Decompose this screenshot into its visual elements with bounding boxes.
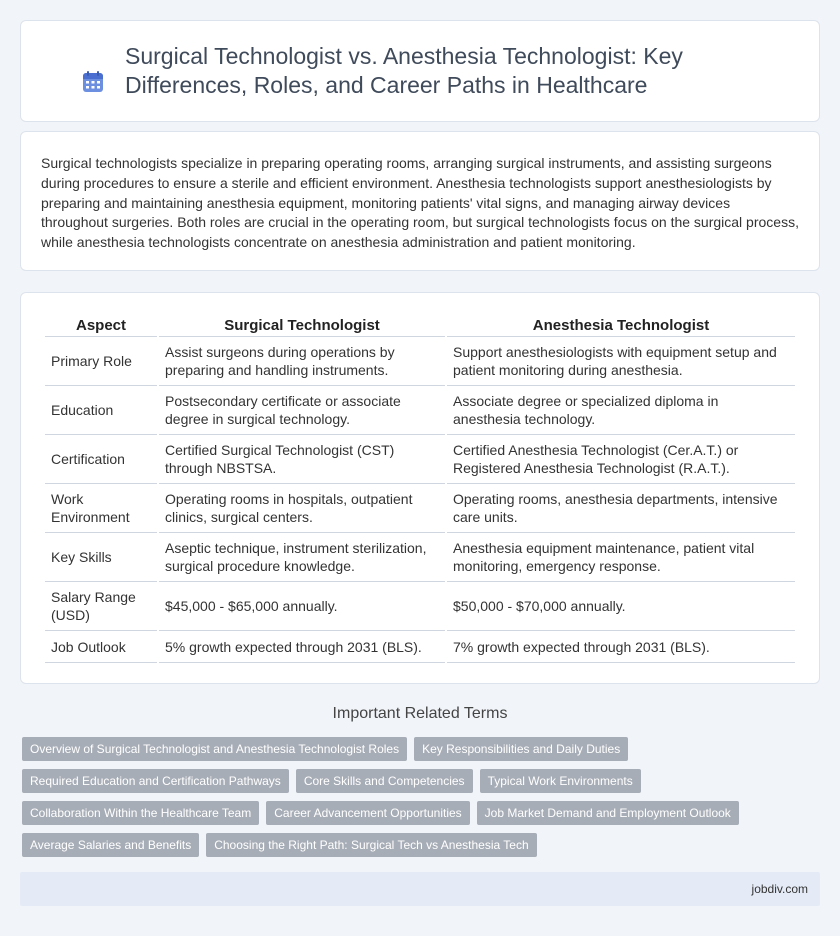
calendar-icon [81,70,105,94]
aspect-cell: Primary Role [45,337,157,386]
related-term-link[interactable]: Average Salaries and Benefits [22,833,199,857]
related-term-link[interactable]: Key Responsibilities and Daily Duties [414,737,628,761]
aspect-cell: Certification [45,435,157,484]
related-term-link[interactable]: Career Advancement Opportunities [266,801,469,825]
anesthesia-cell: Anesthesia equipment maintenance, patient vital monitoring, emergency response. [447,533,795,582]
aspect-cell: Work Environment [45,484,157,533]
aspect-cell: Salary Range (USD) [45,582,157,631]
aspect-cell: Key Skills [45,533,157,582]
surgical-cell: Aseptic technique, instrument sterilization, surgical procedure knowledge. [159,533,445,582]
related-term-link[interactable]: Choosing the Right Path: Surgical Tech vs Anesthesia Tech [206,833,536,857]
related-term-link[interactable]: Job Market Demand and Employment Outlook [477,801,739,825]
table-row [45,631,795,663]
anesthesia-cell: Support anesthesiologists with equipment setup and patient monitoring during anesthesia. [447,337,795,386]
header-aspect: Aspect [45,313,157,337]
surgical-cell: Operating rooms in hospitals, outpatient clinics, surgical centers. [159,484,445,533]
surgical-cell: Certified Surgical Technologist (CST) through NBSTSA. [159,435,445,484]
anesthesia-cell: Associate degree or specialized diploma in anesthesia technology. [447,386,795,435]
related-term-link[interactable]: Typical Work Environments [480,769,641,793]
footer-site-link[interactable]: jobdiv.com [751,882,808,896]
footer [20,872,820,906]
table-row [45,386,795,435]
related-terms-heading: Important Related Terms [332,705,508,722]
tag-row [22,769,822,793]
aspect-cell: Job Outlook [45,631,157,663]
surgical-cell: Postsecondary certificate or associate degree in surgical technology. [159,386,445,435]
tag-row [22,801,822,825]
header-surgical: Surgical Technologist [159,313,445,337]
table-row [45,533,795,582]
table-row [45,435,795,484]
comparison-table [43,313,797,663]
related-term-link[interactable]: Overview of Surgical Technologist and Anesthesia Technologist Roles [22,737,407,761]
anesthesia-cell: $50,000 - $70,000 annually. [447,582,795,631]
title-card [20,20,820,122]
tag-row [22,737,822,761]
related-term-link[interactable]: Core Skills and Competencies [296,769,473,793]
anesthesia-cell: Certified Anesthesia Technologist (Cer.A.T.) or Registered Anesthesia Technologist (R.A.T.). [447,435,795,484]
tag-row [22,833,822,857]
anesthesia-cell: 7% growth expected through 2031 (BLS). [447,631,795,663]
intro-card [20,131,820,271]
table-row [45,337,795,386]
surgical-cell: $45,000 - $65,000 annually. [159,582,445,631]
anesthesia-cell: Operating rooms, anesthesia departments, intensive care units. [447,484,795,533]
related-terms-list [22,737,822,865]
comparison-card [20,292,820,684]
table-header-row [45,313,795,337]
surgical-cell: 5% growth expected through 2031 (BLS). [159,631,445,663]
table-row [45,582,795,631]
header-anesthesia: Anesthesia Technologist [447,313,795,337]
page-title: Surgical Technologist vs. Anesthesia Technologist: Key Differences, Roles, and Career Paths in Healthcare [125,43,683,98]
related-term-link[interactable]: Collaboration Within the Healthcare Team [22,801,259,825]
related-term-link[interactable]: Required Education and Certification Pathways [22,769,289,793]
intro-paragraph: Surgical technologists specialize in preparing operating rooms, arranging surgical instruments, and assisting surgeons during procedures to ensure a sterile and efficient environment. Anesthesia technologists support anesthesiologists by preparing and maintaining anesthesia equipment, monitoring patients' vital signs, and managing airway devices throughout surgeries. Both roles are crucial in the operating room, but surgical technologists focus on the surgical process, while anesthesia technologists concentrate on anesthesia administration and patient monitoring. [41,155,799,251]
aspect-cell: Education [45,386,157,435]
surgical-cell: Assist surgeons during operations by preparing and handling instruments. [159,337,445,386]
table-row [45,484,795,533]
